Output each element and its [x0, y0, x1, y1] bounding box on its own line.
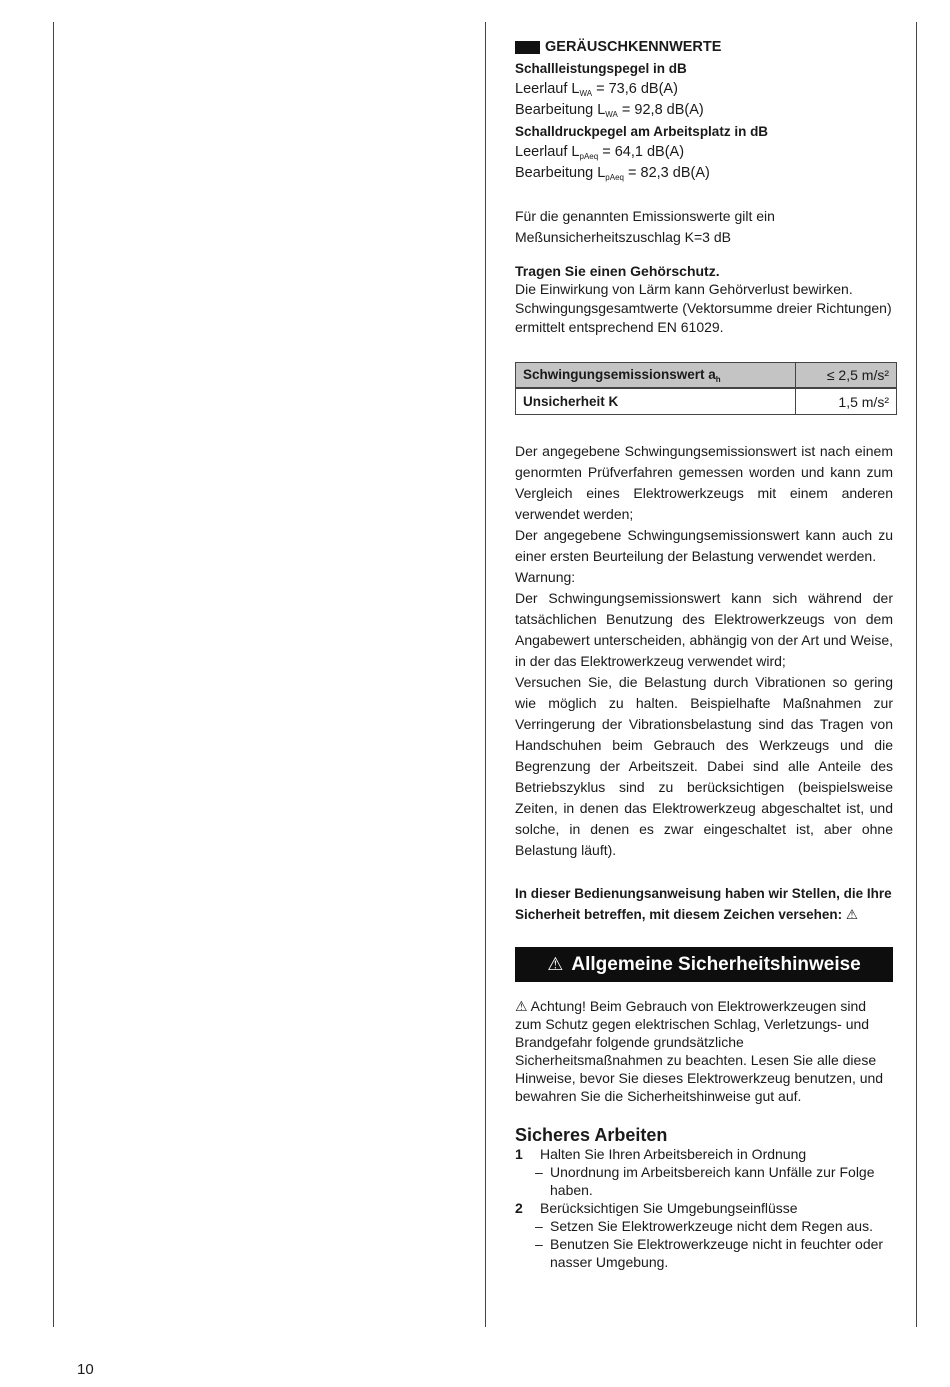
column-divider-line	[485, 22, 486, 1327]
vibration-table	[515, 362, 897, 415]
sound-power-idle: Leerlauf $L_{WA} = 73,6$ dB(A)	[515, 81, 678, 98]
safety-symbol-note: In dieser Bedienungsanweisung haben wir Stellen, die Ihre Sicherheit betreffen, mit diesem Zeichen versehen: ⚠	[515, 886, 892, 922]
left-border-line	[53, 22, 54, 1327]
banner-title: Allgemeine Sicherheitshinweise	[571, 953, 861, 975]
list-subitem: – Benutzen Sie Elektrowerkzeuge nicht in feuchter oder nasser Umgebung.	[535, 1236, 884, 1270]
attention-paragraph: ⚠ Achtung! Beim Gebrauch von Elektrowerkzeugen sind zum Schutz gegen elektrischen Schlag, Verletzungs- und Brandgefahr folgende grundsätzliche Sicherheitsmaßnahmen zu beachten. Lesen Sie alle diese Hinweise, bevor Sie dieses Elektrowerkzeug benutzen, und bewahren Sie die Sicherheitshinweise gut auf.	[515, 998, 884, 1104]
body-paragraph: Versuchen Sie, die Belastung durch Vibrationen so gering wie möglich zu halten. Beispielhafte Maßnahmen zur Verringerung der Vibrationsbelastung sind das Tragen von Handschuhen beim Gebrauch des Werkzeugs und die Begrenzung der Arbeitszeit. Dabei sind alle Anteile des Betriebszyklus sind zu berücksichtigen (beispielsweise Zeiten, in denen das Elektrowerkzeug abgeschaltet ist, und solche, in denen es zwar eingeschaltet ist, aber ohne Belastung läuft).	[515, 674, 893, 858]
heading-marker-box	[515, 41, 540, 54]
noise-heading-text: GERÄUSCHKENNWERTE	[545, 39, 722, 55]
list-item: 2 Berücksichtigen Sie Umgebungseinflüsse	[515, 1200, 798, 1216]
hearing-protection-text: Die Einwirkung von Lärm kann Gehörverlust bewirken. Schwingungsgesamtwerte (Vektorsumme dreier Richtungen) ermittelt entsprechend EN 61029.	[515, 281, 892, 335]
vibration-uncertainty-label: Unsicherheit K	[516, 388, 796, 415]
sound-pressure-heading: Schalldruckpegel am Arbeitsplatz in dB	[515, 124, 769, 139]
body-paragraph: Der angegebene Schwingungsemissionswert kann auch zu einer ersten Beurteilung der Belastung verwendet werden.	[515, 527, 893, 564]
list-subitem: – Unordnung im Arbeitsbereich kann Unfälle zur Folge haben.	[535, 1164, 875, 1198]
body-paragraph: Der Schwingungsemissionswert kann sich während der tatsächlichen Benutzung des Elektrowerkzeugs von dem Angabewert unterscheiden, abhängig von der Art und Weise, in der das Elektrowerkzeug verwendet wird;	[515, 590, 893, 669]
safe-work-list	[515, 1145, 893, 1271]
vibration-emission-value: ≤ 2,5 m/s²	[795, 363, 896, 389]
right-column	[515, 36, 893, 1271]
warning-label: Warnung:	[515, 569, 576, 585]
right-border-line	[916, 22, 917, 1327]
vibration-emission-label: Schwingungsemissionswert $a_h$	[516, 363, 796, 389]
safe-work-heading: Sicheres Arbeiten	[515, 1125, 668, 1145]
general-safety-banner	[515, 947, 893, 982]
sound-power-work: Bearbeitung $L_{WA} = 92,8$ dB(A)	[515, 102, 704, 119]
vibration-row-uncertainty	[516, 388, 897, 415]
vibration-body	[515, 441, 893, 861]
body-paragraph: Der angegebene Schwingungsemissionswert ist nach einem genormten Prüfverfahren gemessen worden und kann zum Vergleich eines Elektrowerkzeugs mit einem anderen verwendet werden;	[515, 443, 893, 522]
sound-pressure-idle: Leerlauf $L_{pAeq} = 64,1$ dB(A)	[515, 144, 685, 161]
list-item: 1 Halten Sie Ihren Arbeitsbereich in Ordnung	[515, 1146, 807, 1162]
sound-pressure-work: Bearbeitung $L_{pAeq} = 82,3$ dB(A)	[515, 165, 710, 182]
sound-power-heading: Schallleistungspegel in dB	[515, 61, 687, 76]
uncertainty-paragraph: Für die genannten Emissionswerte gilt ein Meßunsicherheitszuschlag K=3 dB	[515, 208, 775, 245]
noise-heading	[515, 36, 893, 58]
vibration-uncertainty-value: 1,5 m/s²	[795, 388, 896, 415]
vibration-row-emission	[516, 363, 897, 389]
page-number: 10	[77, 1361, 94, 1378]
list-subitem: – Setzen Sie Elektrowerkzeuge nicht dem Regen aus.	[535, 1218, 873, 1234]
warning-triangle-icon: ⚠	[547, 954, 564, 974]
hearing-protection-bold: Tragen Sie einen Gehörschutz.	[515, 263, 720, 279]
